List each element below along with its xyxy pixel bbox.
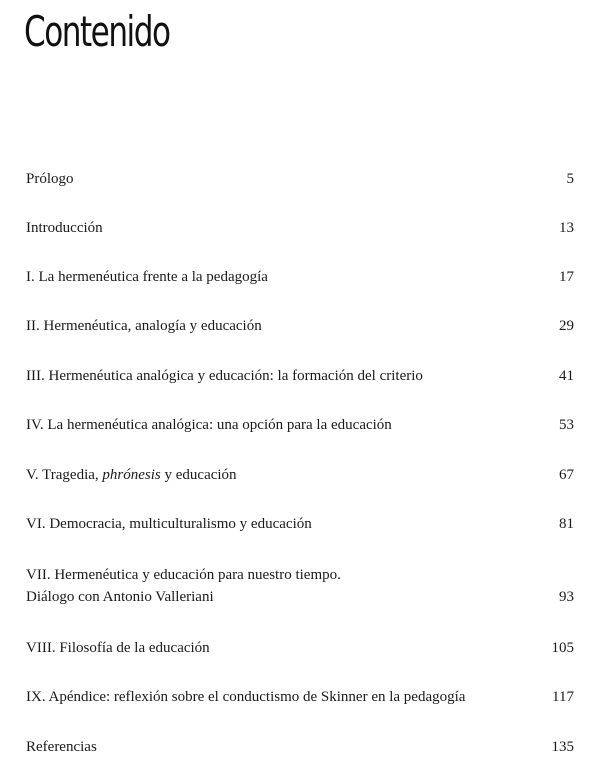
toc-entry-chapter-9 [26, 686, 574, 708]
toc-entry-chapter-5 [26, 464, 574, 486]
toc-entry-introduccion [26, 217, 574, 239]
toc-entry-title: VI. Democracia, multiculturalismo y educación [26, 516, 312, 532]
toc-entry-page: 93 [559, 589, 574, 605]
toc-entry-referencias [26, 736, 574, 758]
toc-entry-page: 67 [559, 467, 574, 483]
toc-entry-title: VIII. Filosofía de la educación [26, 640, 210, 656]
toc-entry-chapter-4 [26, 414, 574, 436]
toc-entry-title: I. La hermenéutica frente a la pedagogía [26, 269, 268, 285]
toc-entry-title: Prólogo [26, 171, 74, 187]
toc-entry-chapter-3 [26, 365, 574, 387]
page-title: Contenido [24, 7, 170, 56]
toc-entry-title: IX. Apéndice: reflexión sobre el conductismo de Skinner en la pedagogía [26, 689, 466, 705]
toc-entry-title: III. Hermenéutica analógica y educación: la formación del criterio [26, 368, 423, 384]
toc-entry-title [26, 464, 574, 486]
toc-entry-page: 105 [551, 640, 574, 656]
toc-entry-page: 53 [559, 417, 574, 433]
toc-entry-title: II. Hermenéutica, analogía y educación [26, 318, 262, 334]
toc-entry-chapter-1 [26, 266, 574, 288]
toc-entry-chapter-7 [26, 564, 574, 608]
toc-entry-chapter-2 [26, 315, 574, 337]
toc-entry-page: 81 [559, 516, 574, 532]
toc-entry-prologo [26, 168, 574, 190]
toc-entry-page: 117 [552, 689, 574, 705]
toc-entry-title-part: y educación [160, 467, 237, 483]
toc-entry-page: 41 [559, 368, 574, 384]
toc-entry-title-italic: phrónesis [102, 467, 161, 483]
toc-entry-title: IV. La hermenéutica analógica: una opción para la educación [26, 417, 392, 433]
toc-entry-page: 29 [559, 318, 574, 334]
toc-entry-title: Introducción [26, 220, 103, 236]
toc-entry-title-line-1: VII. Hermenéutica y educación para nuestro tiempo. [26, 567, 341, 583]
toc-entry-chapter-8 [26, 637, 574, 659]
toc-entry-page: 135 [551, 739, 574, 755]
toc-entry-page: 17 [559, 269, 574, 285]
toc-entry-page: 5 [566, 171, 574, 187]
toc-entry-page: 13 [559, 220, 574, 236]
toc-entry-title-line-2: Diálogo con Antonio Valleriani [26, 589, 214, 605]
toc-entry-chapter-6 [26, 513, 574, 535]
toc-entry-title: Referencias [26, 739, 97, 755]
toc-entry-title-part: V. Tragedia, [26, 467, 103, 483]
